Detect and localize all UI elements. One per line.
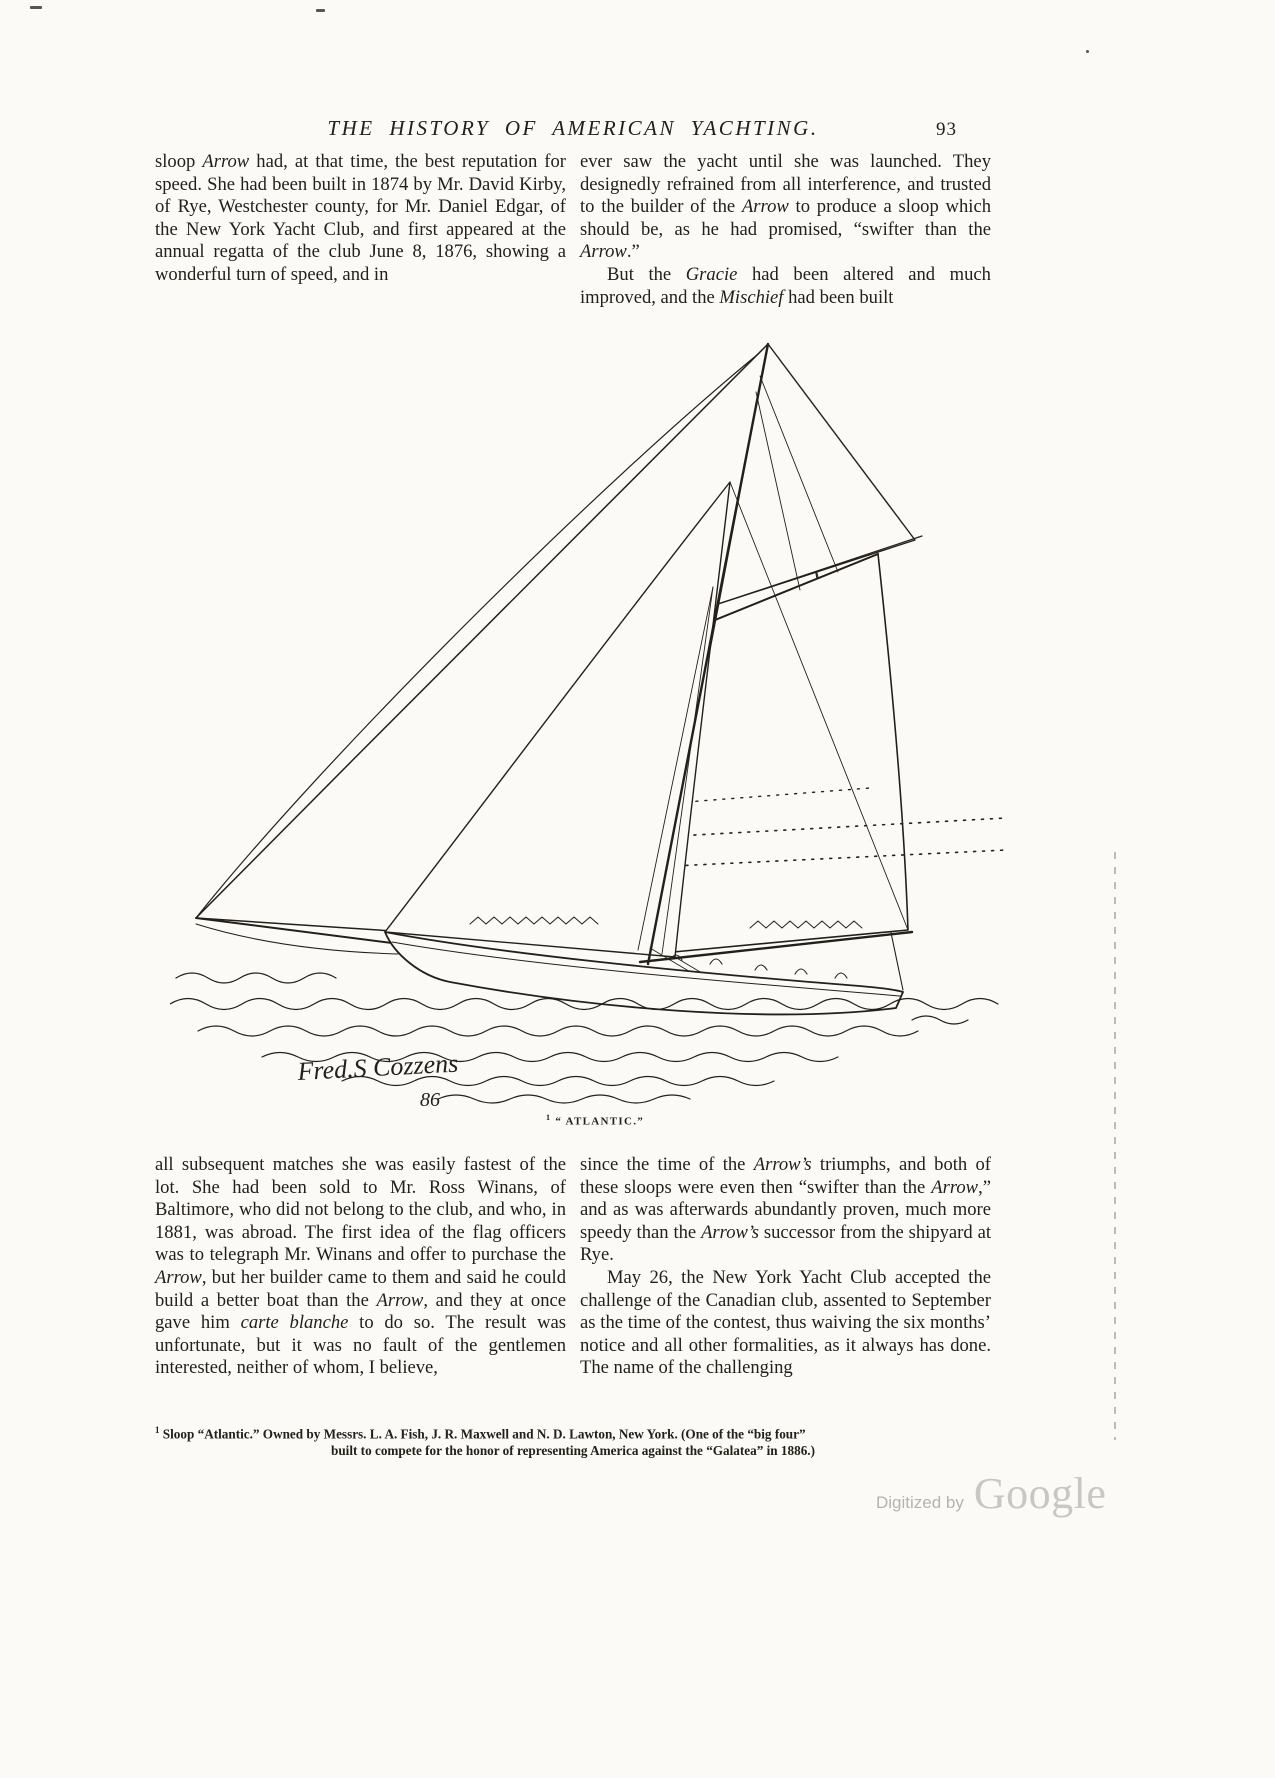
yacht-drawing-lines: [170, 344, 1006, 1103]
top-text-columns: [155, 151, 991, 309]
running-title: THE HISTORY OF AMERICAN YACHTING.: [327, 116, 819, 140]
scan-speck: [316, 9, 325, 12]
caption-footnote-ref: 1: [545, 1113, 552, 1122]
scan-speck: [1086, 50, 1089, 53]
artist-signature-year: 86: [420, 1089, 440, 1111]
headsails: [196, 344, 768, 979]
watermark-prefix: Digitized by: [876, 1493, 964, 1512]
footnote-text: Sloop “Atlantic.” Owned by Messrs. L. A. Fish, J. R. Maxwell and N. D. Lawton, New York. (One of the “big four”: [159, 1426, 806, 1442]
yacht-illustration: [170, 332, 1020, 1134]
body-paragraph: since the time of the Arrow’s triumphs, and both of these sloops were even then “swifter than the Arrow,” and as was afterwards abundantly proven, much more speedy than the Arrow’s successor from the shipyard at Rye.: [580, 1154, 992, 1266]
artist-signature: Fred.S Cozzens: [296, 1048, 459, 1086]
scan-speck: [30, 6, 42, 9]
bottom-text-columns: [155, 1154, 991, 1380]
digitized-watermark: [876, 1468, 1106, 1519]
body-paragraph: But the Gracie had been altered and much improved, and the Mischief had been built: [580, 263, 991, 308]
illustration-caption: [170, 1113, 1020, 1128]
google-logo: Google: [973, 1469, 1107, 1518]
text-column-left: [155, 1154, 566, 1380]
body-paragraph: sloop Arrow had, at that time, the best reputation for speed. She had been built in 1874 by Mr. David Kirby, of Rye, Westchester county, for Mr. Daniel Edgar, of the New York Yacht Club, and first appeared at the annual regatta of the club June 8, 1876, showing a wonderful turn of speed, and in: [155, 151, 566, 285]
footnote-line-2: built to compete for the honor of representing America against the “Galatea” in 1886.): [331, 1443, 815, 1459]
caption-text: “ ATLANTIC.”: [555, 1115, 645, 1128]
text-column-left: [155, 151, 566, 309]
footnote-line-1: [155, 1422, 991, 1442]
yacht-line-drawing: [170, 332, 1020, 1112]
page-number: 93: [936, 119, 957, 140]
page-edge-line: [1114, 852, 1116, 1440]
footnote: [155, 1422, 991, 1459]
text-column-right: [580, 1154, 991, 1380]
text-column-right: [580, 151, 991, 309]
body-paragraph: all subsequent matches she was easily fastest of the lot. She had been sold to Mr. Ross Winans, of Baltimore, who did not belong to the club, and who, in 1881, was abroad. The first idea of the flag officers was to telegraph Mr. Winans and offer to purchase the Arrow, but her builder came to them and said he could build a better boat than the Arrow, and they at once gave him carte blanche to do so. The result was unfortunate, but it was no fault of the gentlemen interested, neither of whom, I believe,: [155, 1154, 567, 1379]
footnote-ref: 1: [155, 1425, 160, 1435]
body-paragraph: May 26, the New York Yacht Club accepted the challenge of the Canadian club, assented to September as the time of the contest, thus waiving the six months’ notice and all other formalities, as it always has done. The name of the challenging: [580, 1266, 991, 1379]
body-paragraph: ever saw the yacht until she was launched. They designedly refrained from all interference, and trusted to the builder of the Arrow to produce a sloop which should be, as he had promised, “swifter than the Arrow.”: [580, 151, 991, 263]
